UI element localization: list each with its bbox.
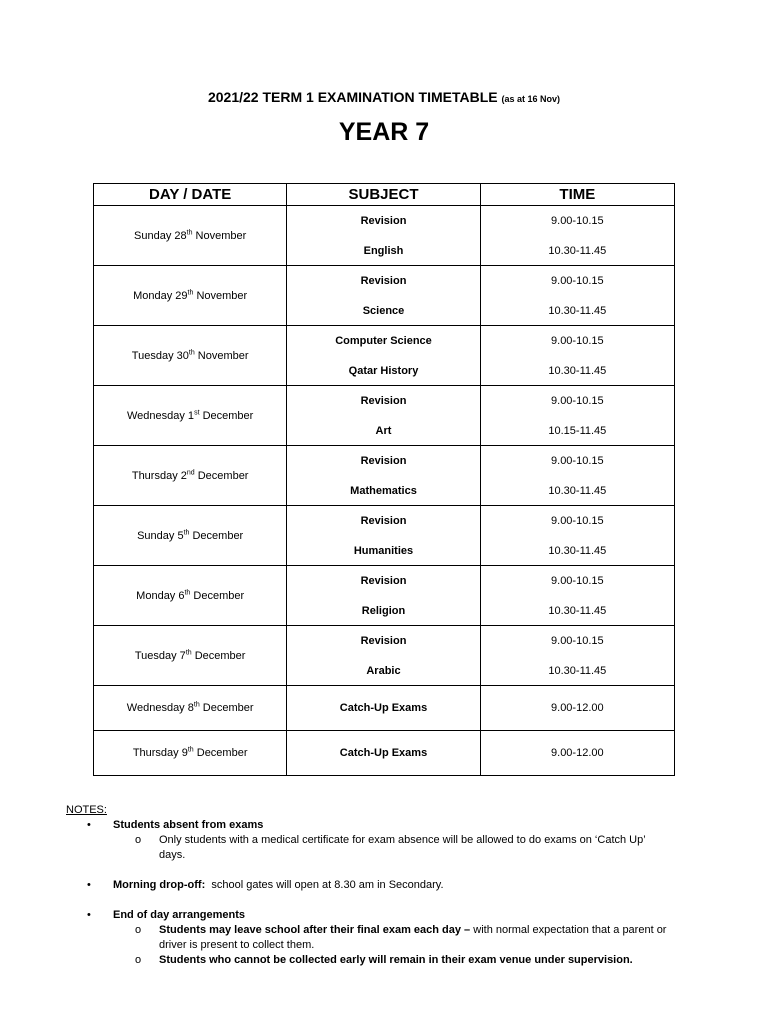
- table-row: [94, 506, 675, 566]
- subject-text: Revision: [360, 454, 407, 467]
- document-title: [0, 89, 768, 105]
- time-text: 9.00-10.15: [551, 394, 604, 407]
- time-text: 10.30-11.45: [548, 544, 607, 557]
- cell-subject: [287, 446, 480, 506]
- cell-subject: [287, 206, 480, 266]
- cell-time: [480, 386, 674, 446]
- cell-time: [480, 266, 674, 326]
- subject-text: Arabic: [366, 664, 401, 677]
- time-text: 9.00-10.15: [551, 574, 604, 587]
- cell-subject: [287, 566, 480, 626]
- subject-text: Revision: [360, 574, 407, 587]
- subject-text: Revision: [360, 214, 407, 227]
- time-text: 9.00-12.00: [551, 747, 604, 759]
- day-text: Thursday 2: [131, 469, 187, 482]
- subject-text: Mathematics: [350, 484, 417, 497]
- sub-bullet-icon: o: [135, 954, 142, 966]
- table-row: [94, 686, 675, 731]
- subject-text: Religion: [361, 604, 406, 617]
- time-text: 10.30-11.45: [548, 364, 607, 377]
- table-row: [94, 731, 675, 776]
- time-text: 9.00-10.15: [551, 514, 604, 527]
- subject-text: Humanities: [353, 544, 414, 557]
- subject-text: Revision: [360, 394, 407, 407]
- note-absent-detail-line2: days.: [159, 849, 186, 861]
- time-text: 9.00-10.15: [551, 454, 604, 467]
- cell-subject: [287, 326, 480, 386]
- time-text: 10.15-11.45: [548, 424, 607, 437]
- day-text: Tuesday 7: [134, 649, 186, 662]
- note-absent-heading: Students absent from exams: [113, 819, 264, 831]
- note-endday: [66, 908, 746, 923]
- month-text: December: [202, 409, 254, 422]
- note-dropoff: [66, 878, 746, 893]
- cell-subject: [287, 386, 480, 446]
- cell-time: [480, 566, 674, 626]
- sub-bullet-icon: o: [135, 924, 142, 936]
- day-text: Wednesday 1: [126, 409, 195, 422]
- subject-text: English: [363, 244, 404, 257]
- day-ordinal-suffix: th: [187, 288, 194, 296]
- day-text: Monday 6: [136, 589, 185, 602]
- month-text: December: [192, 529, 244, 542]
- time-text: 9.00-10.15: [551, 334, 604, 347]
- cell-day-date: [94, 626, 287, 686]
- subject-text: Catch-Up Exams: [339, 747, 428, 759]
- time-text: 10.30-11.45: [548, 304, 607, 317]
- cell-time: [480, 626, 674, 686]
- subject-text: Art: [375, 424, 392, 437]
- cell-time: [480, 206, 674, 266]
- cell-time: [480, 446, 674, 506]
- day-ordinal-suffix: nd: [186, 468, 195, 476]
- timetable: [93, 183, 675, 776]
- note-endday-detail-line2: driver is present to collect them.: [159, 939, 315, 951]
- cell-day-date: [94, 506, 287, 566]
- note-dropoff-text: school gates will open at 8.30 am in Secondary.: [211, 879, 444, 891]
- note-absent: [66, 818, 746, 833]
- note-dropoff-label: Morning drop-off:: [113, 879, 206, 891]
- timetable-body: [94, 206, 675, 776]
- note-endday-heading: End of day arrangements: [113, 909, 246, 921]
- month-text: December: [193, 589, 245, 602]
- day-text: Tuesday 30: [131, 349, 189, 362]
- day-ordinal-suffix: st: [194, 408, 200, 416]
- month-text: November: [196, 289, 248, 302]
- cell-day-date: [94, 446, 287, 506]
- note-endday-detail: [66, 923, 746, 953]
- subject-text: Qatar History: [348, 364, 419, 377]
- table-row: [94, 386, 675, 446]
- note-endday-supervision: [66, 953, 746, 968]
- day-text: Thursday 9: [132, 747, 188, 759]
- cell-day-date: [94, 326, 287, 386]
- table-row: [94, 206, 675, 266]
- time-text: 10.30-11.45: [548, 244, 607, 257]
- cell-subject: [287, 506, 480, 566]
- bullet-icon: •: [87, 909, 91, 921]
- cell-time: [480, 506, 674, 566]
- header-time: TIME: [480, 184, 674, 206]
- cell-day-date: [94, 206, 287, 266]
- notes-heading: NOTES:: [66, 804, 107, 816]
- cell-subject: [287, 626, 480, 686]
- bullet-icon: •: [87, 819, 91, 831]
- bullet-icon: •: [87, 879, 91, 891]
- month-text: December: [194, 649, 246, 662]
- cell-subject: [287, 266, 480, 326]
- month-text: December: [197, 469, 249, 482]
- month-text: December: [196, 747, 248, 759]
- note-absent-detail: [66, 833, 746, 863]
- subject-text: Science: [362, 304, 405, 317]
- cell-day-date: [94, 686, 287, 731]
- time-text: 10.30-11.45: [548, 484, 607, 497]
- cell-day-date: [94, 386, 287, 446]
- table-row: [94, 446, 675, 506]
- header-day-date: DAY / DATE: [94, 184, 287, 206]
- subject-text: Revision: [360, 634, 407, 647]
- day-ordinal-suffix: th: [193, 701, 200, 709]
- header-subject: SUBJECT: [287, 184, 480, 206]
- month-text: November: [197, 349, 249, 362]
- day-ordinal-suffix: th: [184, 588, 191, 596]
- day-ordinal-suffix: th: [187, 746, 194, 754]
- cell-time: [480, 326, 674, 386]
- day-text: Wednesday 8: [126, 702, 194, 714]
- note-endday-detail-line1: with normal expectation that a parent or: [473, 924, 667, 936]
- note-endday-supervision-text: Students who cannot be collected early will remain in their exam venue under supervision.: [159, 954, 633, 966]
- day-ordinal-suffix: th: [183, 528, 190, 536]
- day-text: Sunday 5: [137, 529, 184, 542]
- cell-time: [480, 731, 674, 776]
- cell-time: [480, 686, 674, 731]
- time-text: 9.00-12.00: [551, 702, 604, 714]
- day-text: Monday 29: [133, 289, 188, 302]
- time-text: 9.00-10.15: [551, 214, 604, 227]
- subject-text: Revision: [360, 514, 407, 527]
- cell-day-date: [94, 266, 287, 326]
- table-row: [94, 266, 675, 326]
- month-text: November: [195, 229, 247, 242]
- cell-subject: [287, 686, 480, 731]
- time-text: 9.00-10.15: [551, 634, 604, 647]
- title-text: 2021/22 TERM 1 EXAMINATION TIMETABLE: [207, 89, 498, 105]
- day-ordinal-suffix: th: [188, 348, 195, 356]
- year-heading: YEAR 7: [338, 118, 430, 146]
- note-endday-detail-bold: Students may leave school after their final exam each day –: [159, 924, 471, 936]
- time-text: 10.30-11.45: [548, 604, 607, 617]
- subject-text: Revision: [360, 274, 407, 287]
- day-ordinal-suffix: th: [186, 228, 193, 236]
- time-text: 9.00-10.15: [551, 274, 604, 287]
- notes-section: [66, 803, 746, 968]
- subject-text: Computer Science: [335, 334, 432, 347]
- time-text: 10.30-11.45: [548, 664, 607, 677]
- day-ordinal-suffix: th: [185, 648, 192, 656]
- table-row: [94, 566, 675, 626]
- title-note: (as at 16 Nov): [501, 94, 561, 104]
- timetable-header-row: [94, 184, 675, 206]
- table-row: [94, 326, 675, 386]
- sub-bullet-icon: o: [135, 834, 142, 846]
- cell-day-date: [94, 731, 287, 776]
- cell-subject: [287, 731, 480, 776]
- note-absent-detail-line1: Only students with a medical certificate for exam absence will be allowed to do exams on ‘Catch Up’: [159, 834, 646, 846]
- cell-day-date: [94, 566, 287, 626]
- day-text: Sunday 28: [134, 229, 187, 242]
- month-text: December: [202, 702, 254, 714]
- table-row: [94, 626, 675, 686]
- subject-text: Catch-Up Exams: [339, 702, 428, 714]
